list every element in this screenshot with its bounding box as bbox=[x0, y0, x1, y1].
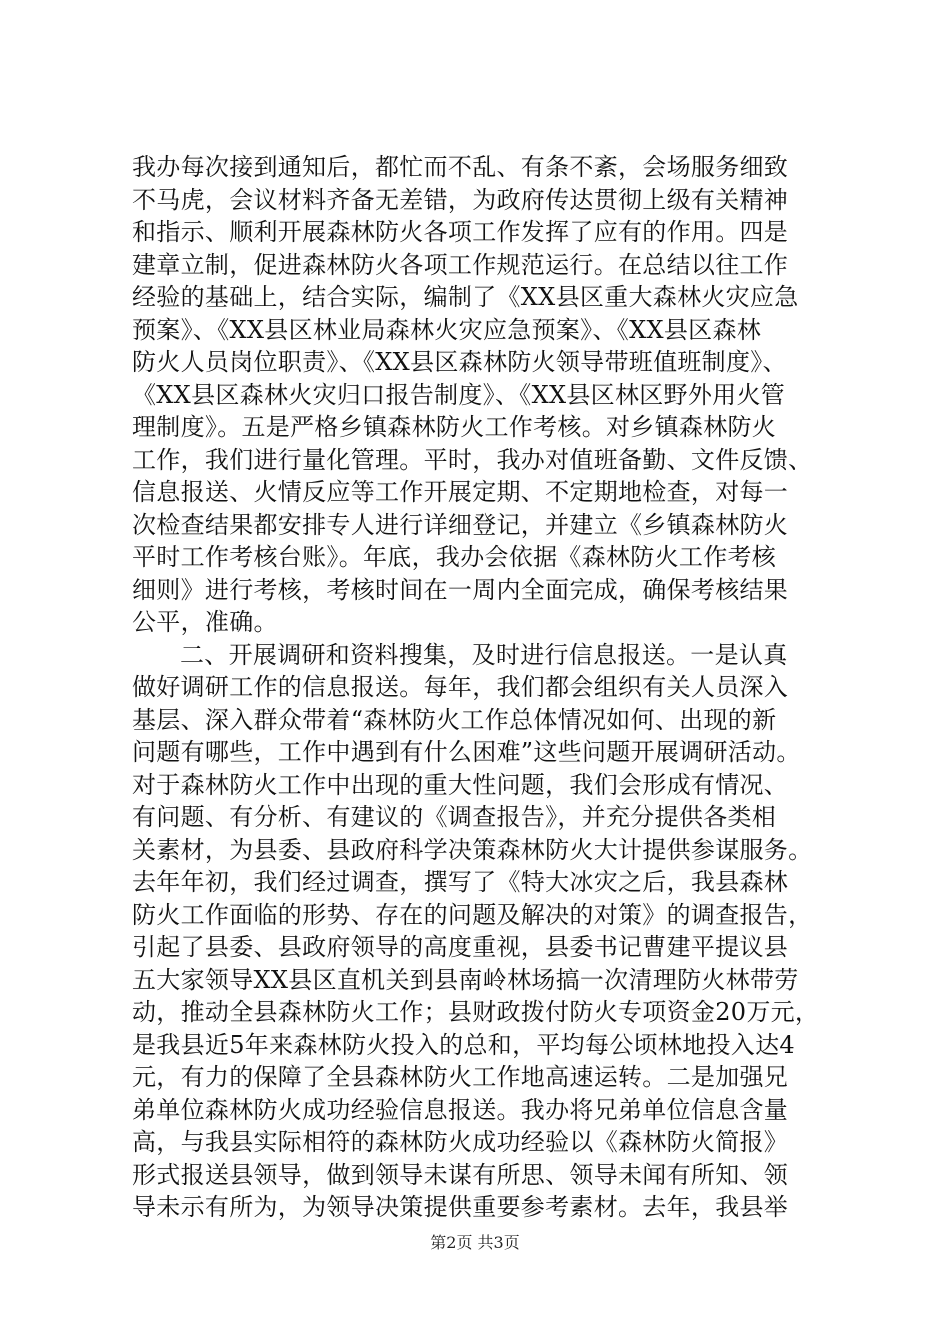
text-line: 防火工作面临的形势、存在的问题及解决的对策》的调查报告， bbox=[132, 900, 813, 929]
text-line: 《XX县区森林火灾归口报告制度》、《XX县区林区野外用火管 bbox=[132, 380, 786, 409]
text-line: 对于森林防火工作中出现的重大性问题，我们会形成有情况、 bbox=[132, 770, 789, 799]
text-line: 防火人员岗位职责》、《XX县区森林防火领导带班值班制度》、 bbox=[132, 348, 787, 376]
text-line: 是我县近5年来森林防火投入的总和，平均每公顷林地投入达4 bbox=[132, 1030, 795, 1059]
text-line: 引起了县委、县政府领导的高度重视，县委书记曹建平提议县 bbox=[132, 933, 789, 961]
text-line: 预案》、《XX县区林业局森林火灾应急预案》、《XX县区森林 bbox=[132, 315, 762, 344]
text-line: 关素材，为县委、县政府科学决策森林防火大计提供参谋服务。 bbox=[132, 835, 813, 864]
text-line: 高，与我县实际相符的森林防火成功经验以《森林防火简报》 bbox=[132, 1128, 789, 1156]
page-footer bbox=[0, 1232, 950, 1254]
text-line: 问题有哪些，工作中遇到有什么困难”这些问题开展调研活动。 bbox=[132, 738, 801, 766]
text-line: 信息报送、火情反应等工作开展定期、不定期地检查，对每一 bbox=[132, 478, 789, 506]
text-line: 有问题、有分析、有建议的《调查报告》，并充分提供各类相 bbox=[132, 803, 777, 831]
text-line: 细则》进行考核，考核时间在一周内全面完成，确保考核结果 bbox=[132, 575, 789, 604]
paragraph-start-line: 二、开展调研和资料搜集，及时进行信息报送。一是认真 bbox=[180, 640, 788, 669]
text-line: 做好调研工作的信息报送。每年，我们都会组织有关人员深入 bbox=[132, 673, 789, 701]
page-number-label: 第2页 共3页 bbox=[430, 1233, 520, 1252]
text-line: 基层、深入群众带着“森林防火工作总体情况如何、出现的新 bbox=[132, 705, 777, 734]
text-line: 理制度》。五是严格乡镇森林防火工作考核。对乡镇森林防火 bbox=[132, 413, 777, 441]
text-line: 次检查结果都安排专人进行详细登记，并建立《乡镇森林防火 bbox=[132, 510, 789, 539]
text-line: 弟单位森林防火成功经验信息报送。我办将兄弟单位信息含量 bbox=[132, 1095, 789, 1124]
text-line: 平时工作考核台账》。年底，我办会依据《森林防火工作考核 bbox=[132, 543, 777, 571]
text-line: 工作，我们进行量化管理。平时，我办对值班备勤、文件反馈、 bbox=[132, 445, 813, 474]
text-line: 建章立制，促进森林防火各项工作规范运行。在总结以往工作 bbox=[132, 250, 789, 279]
text-line: 不马虎，会议材料齐备无差错，为政府传达贯彻上级有关精神 bbox=[132, 185, 789, 214]
body-text bbox=[132, 151, 832, 1224]
text-line: 动，推动全县森林防火工作；县财政拨付防火专项资金20万元， bbox=[132, 998, 820, 1026]
text-line: 我办每次接到通知后，都忙而不乱、有条不紊，会场服务细致 bbox=[132, 153, 789, 181]
text-line: 导未示有所为，为领导决策提供重要参考素材。去年，我县举 bbox=[132, 1193, 789, 1221]
text-line: 和指示、顺利开展森林防火各项工作发挥了应有的作用。四是 bbox=[132, 218, 789, 246]
text-line: 经验的基础上，结合实际，编制了《XX县区重大森林火灾应急 bbox=[132, 283, 799, 311]
text-line: 去年年初，我们经过调查，撰写了《特大冰灾之后，我县森林 bbox=[132, 868, 789, 896]
text-line: 五大家领导XX县区直机关到县南岭林场搞一次清理防火林带劳 bbox=[132, 965, 799, 994]
text-line: 元，有力的保障了全县森林防火工作地高速运转。二是加强兄 bbox=[132, 1063, 789, 1091]
text-line: 形式报送县领导，做到领导未谋有所思、领导未闻有所知、领 bbox=[132, 1160, 789, 1189]
text-line: 公平，准确。 bbox=[132, 608, 278, 636]
